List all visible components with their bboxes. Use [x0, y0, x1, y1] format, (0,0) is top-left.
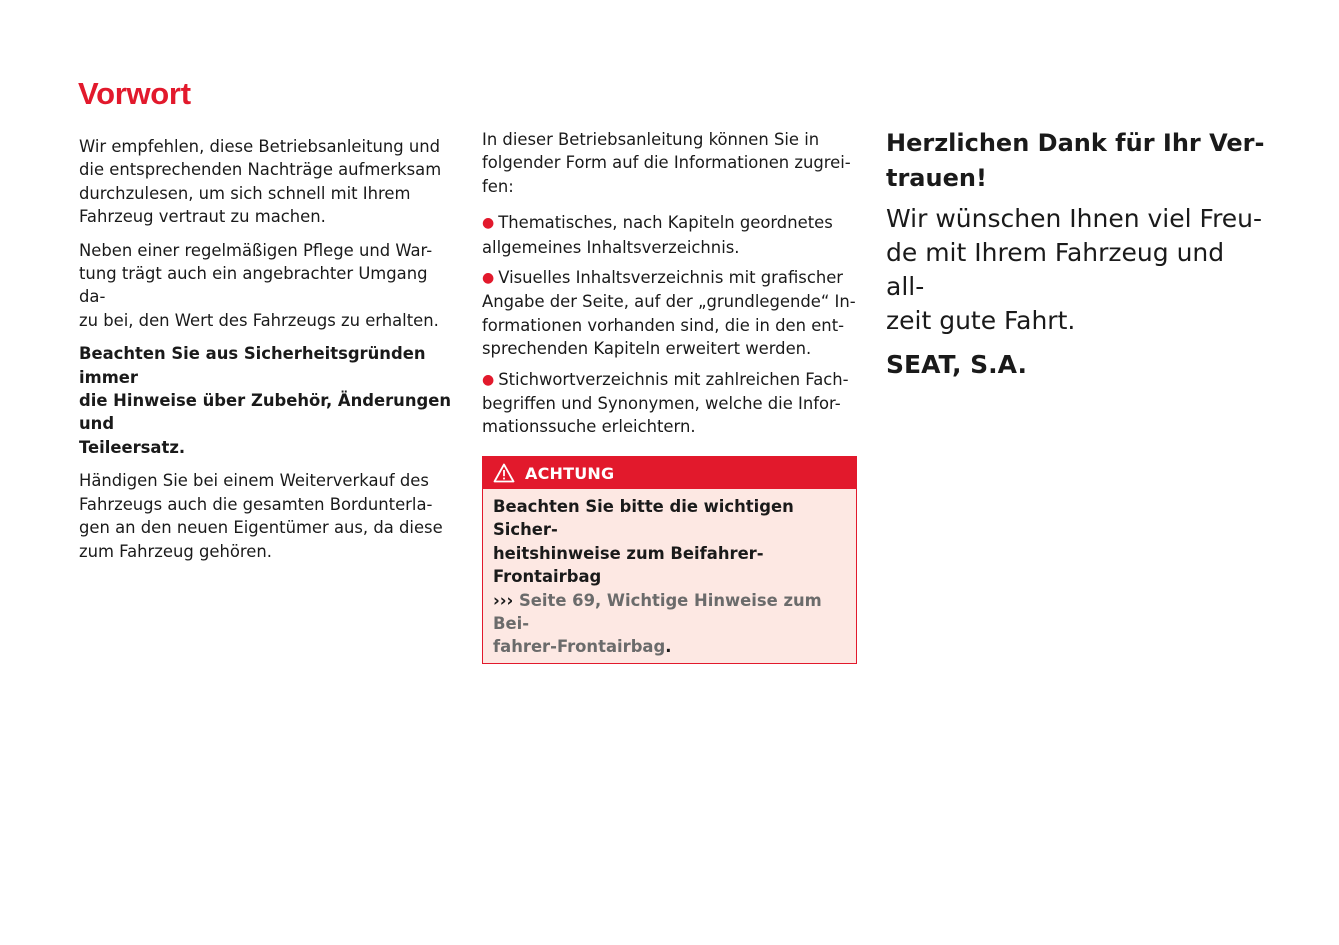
reference-end: .: [665, 637, 672, 657]
column-left: [79, 135, 455, 573]
safety-notice-paragraph: Beachten Sie aus Sicherheitsgründen immer die Hinweise über Zubehör, Änderungen und Teileersatz.: [79, 344, 452, 457]
bullet-icon: ●: [482, 270, 495, 287]
reference-arrows: ›››: [493, 590, 514, 610]
warning-box: [482, 456, 857, 664]
resale-paragraph: Händigen Sie bei einem Weiterverkauf des Fahrzeugs auch die gesamten Bordunterla- gen an den neuen Eigentümer aus, da diese zum Fahrzeug gehören.: [79, 471, 443, 561]
warning-text: Beachten Sie bitte die wichtigen Sicher- heitshinweise zum Beifahrer-Frontairbag: [493, 497, 794, 587]
warning-body: [483, 489, 856, 663]
care-paragraph: Neben einer regelmäßigen Pflege und War- tung trägt auch ein angebrachter Umgang da- zu bei, den Wert des Fahrzeugs zu erhalten.: [79, 240, 439, 330]
list-item-text: Thematisches, nach Kapiteln geordnetes allgemeines Inhaltsverzeichnis.: [482, 213, 833, 257]
page-reference-link[interactable]: Seite 69, Wichtige Hinweise zum Bei- fahrer-Frontairbag: [493, 590, 822, 657]
intro-paragraph: Wir empfehlen, diese Betriebsanleitung und die entsprechenden Nachträge aufmerksam durchzulesen, um sich schnell mit Ihrem Fahrzeug vertraut zu machen.: [79, 137, 442, 227]
warning-triangle-icon: [493, 463, 515, 483]
warning-header: [483, 457, 856, 489]
warning-label: ACHTUNG: [525, 463, 615, 483]
signature: SEAT, S.A.: [886, 350, 1027, 379]
list-item-text: Visuelles Inhaltsverzeichnis mit grafischer Angabe der Seite, auf der „grundlegende“ In- formationen vorhanden sind, die in den ent- sprechenden Kapiteln erweitert werden.: [482, 268, 856, 359]
column-middle: [482, 128, 860, 446]
page-title: Vorwort: [78, 76, 191, 111]
bullet-icon: ●: [482, 215, 495, 232]
thanks-heading: Herzlichen Dank für Ihr Ver- trauen!: [886, 129, 1265, 192]
wishes-text: Wir wünschen Ihnen viel Freu- de mit Ihrem Fahrzeug und all- zeit gute Fahrt.: [886, 204, 1263, 335]
list-item: [482, 368, 860, 439]
bullet-icon: ●: [482, 371, 495, 388]
list-item: [482, 211, 860, 259]
list-item: [482, 266, 860, 361]
list-item-text: Stichwortverzeichnis mit zahlreichen Fach- begriffen und Synonymen, welche die Infor- mationssuche erleichtern.: [482, 369, 849, 437]
column-right: [886, 126, 1266, 382]
info-intro-paragraph: In dieser Betriebsanleitung können Sie in folgender Form auf die Informationen zugrei- fen:: [482, 130, 851, 196]
